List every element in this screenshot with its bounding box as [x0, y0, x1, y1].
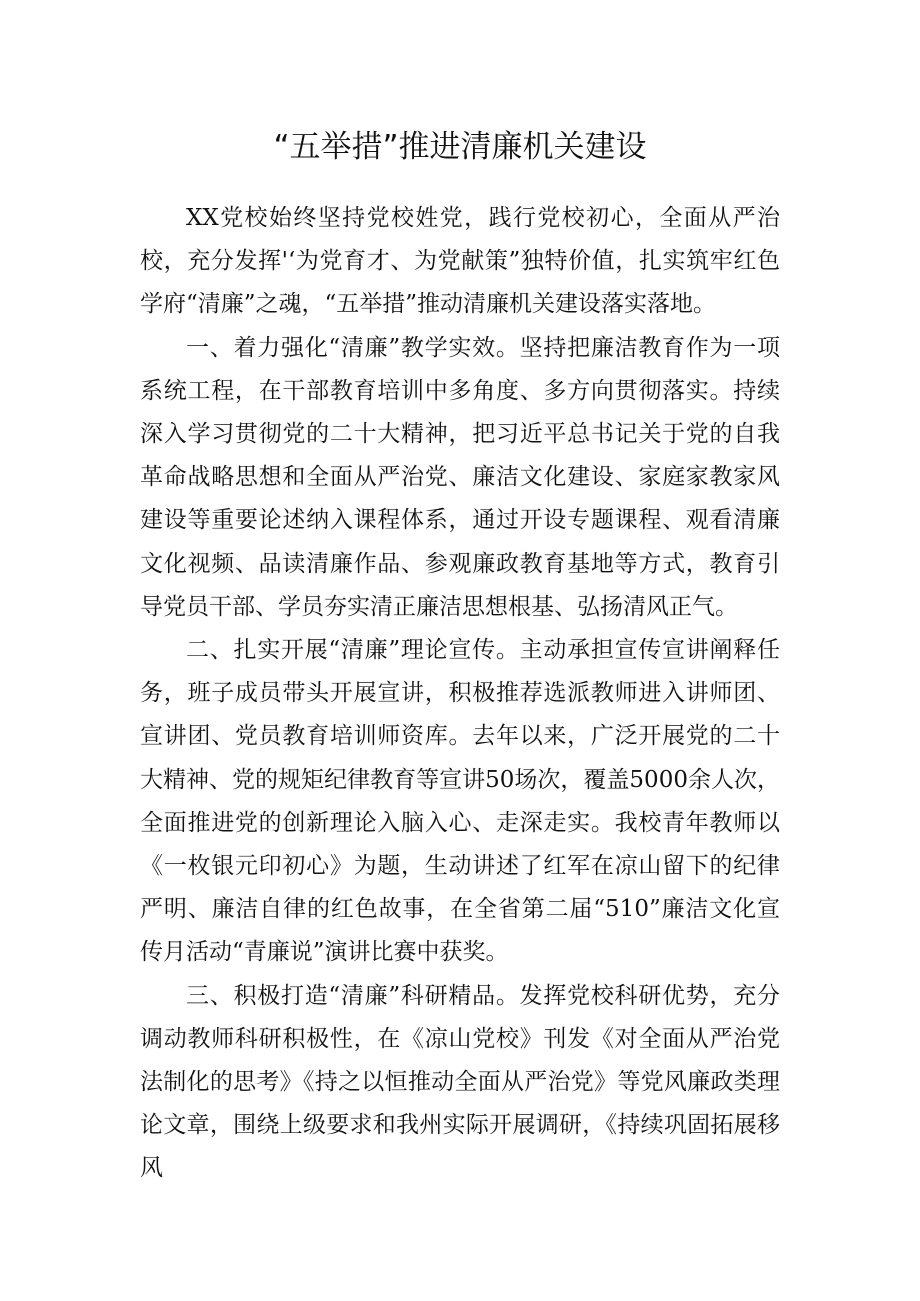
paragraph-intro: XX党校始终坚持党校姓党，践行党校初心，全面从严治校，充分发挥'‘为党育才、为党献策”独特价值，扎实筑牢红色学府“清廉”之魂，“五举措”推动清廉机关建设落实落地。 — [140, 205, 780, 318]
paragraph-teaching: 一、着力强化“清廉”教学实效。坚持把廉洁教育作为一项系统工程，在干部教育培训中多角度、多方向贯彻落实。持续深入学习贯彻党的二十大精神，把习近平总书记关于党的自我革命战略思想和全面从严治党、廉洁文化建设、家庭家教家风建设等重要论述纳入课程体系，通过开设专题课程、观看清廉文化视频、品读清廉作品、参观廉政教育基地等方式，教育引导党员干部、学员夯实清正廉洁思想根基、弘扬清风正气。 — [140, 334, 780, 620]
document-title: “五举措”推进清廉机关建设 — [273, 129, 647, 165]
paragraph-publicity: 二、扎实开展“清廉”理论宣传。主动承担宣传宣讲阐释任务，班子成员带头开展宣讲，积极推荐选派教师进入讲师团、宣讲团、党员教育培训师资库。去年以来，广泛开展党的二十大精神、党的规矩纪律教育等宣讲50场次，覆盖5000余人次，全面推进党的创新理论入脑入心、走深走实。我校青年教师以《一枚银元印初心》为题，生动讲述了红军在凉山留下的纪律严明、廉洁自律的红色故事，在全省第二届“510”廉洁文化宣传月活动“青廉说”演讲比赛中获奖。 — [140, 637, 780, 966]
paragraph-research: 三、积极打造“清廉”科研精品。发挥党校科研优势，充分调动教师科研积极性，在《凉山党校》刊发《对全面从严治党法制化的思考》《持之以恒推动全面从严治党》等党风廉政类理论文章，围绕上级要求和我州实际开展调研，《持续巩固拓展移风 — [140, 982, 780, 1182]
document-body — [140, 197, 780, 1191]
